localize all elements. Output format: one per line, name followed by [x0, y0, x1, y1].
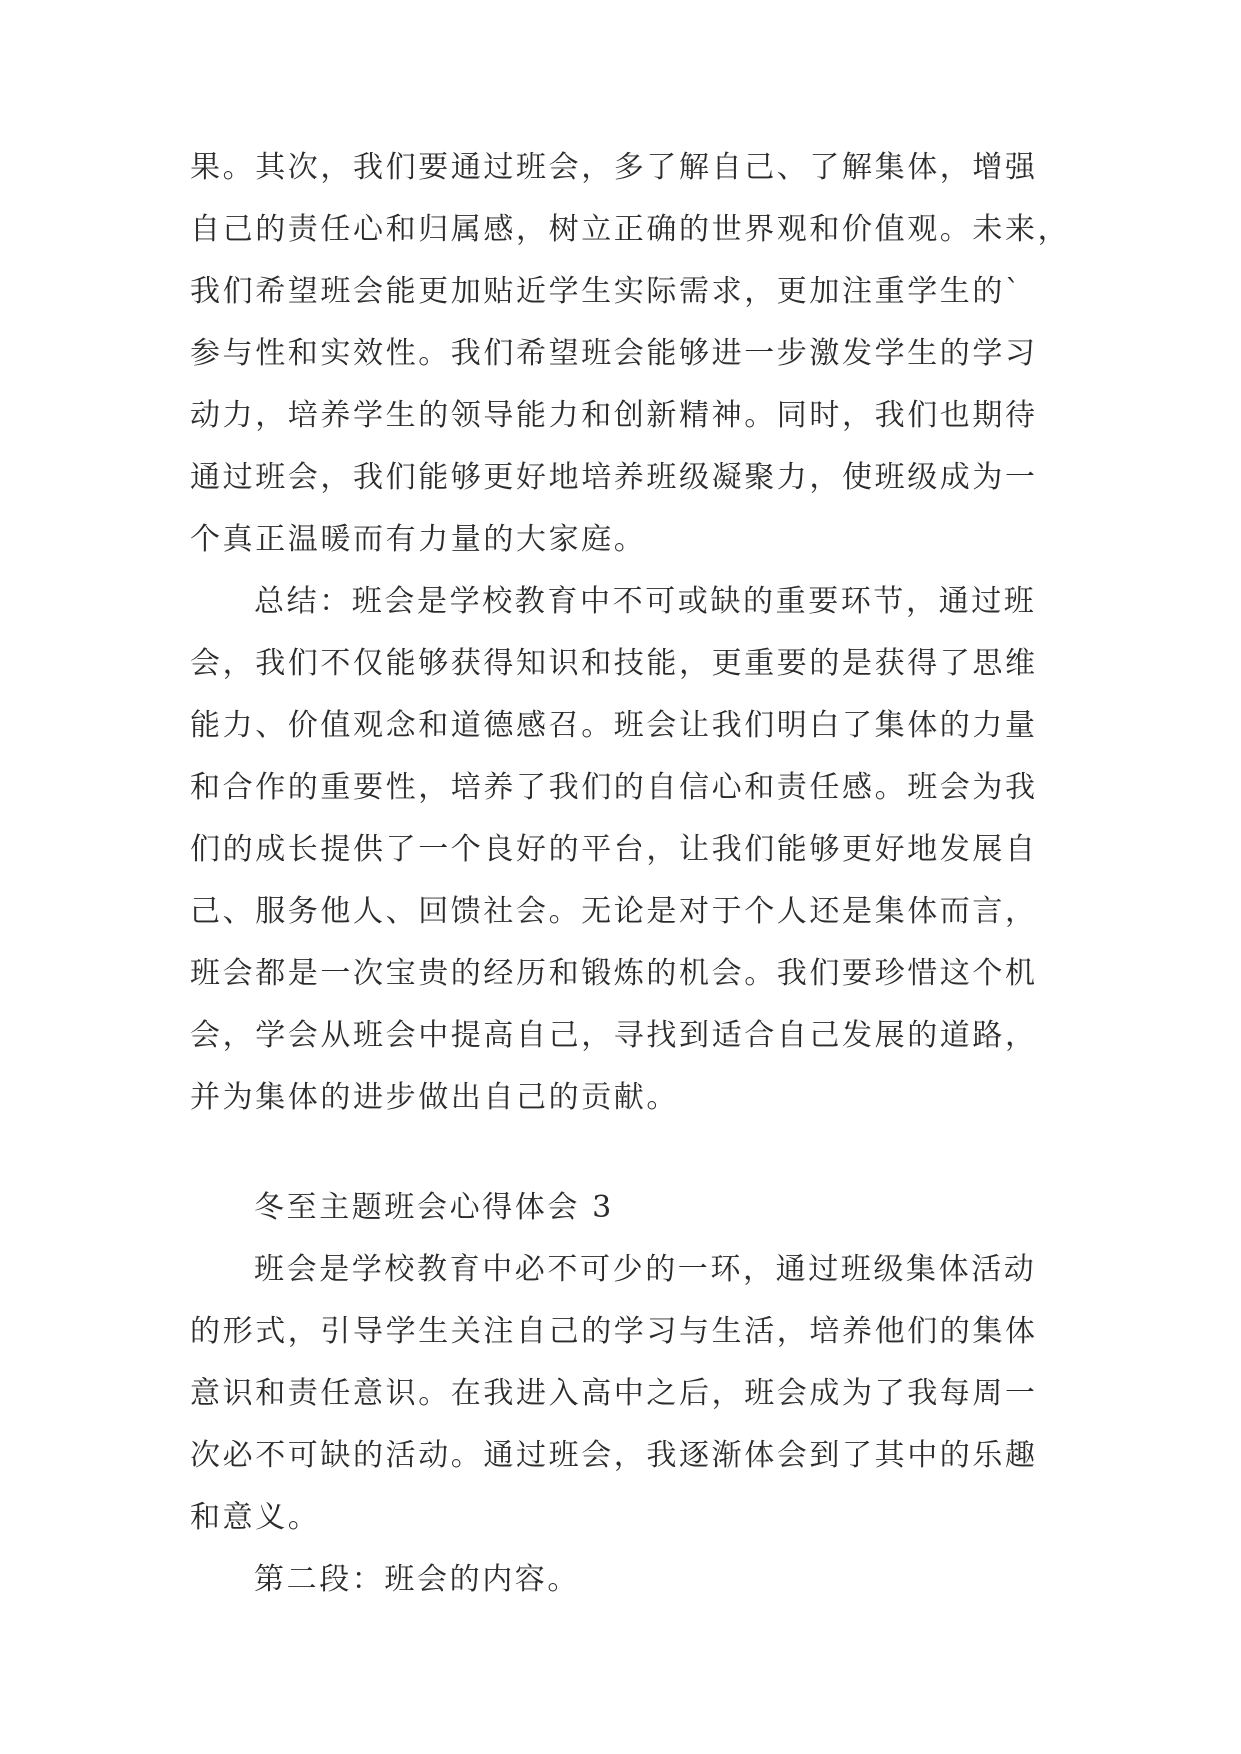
paragraph-line: 会，我们不仅能够获得知识和技能，更重要的是获得了思维 — [190, 646, 1038, 681]
paragraph-line: 意识和责任意识。在我进入高中之后，班会成为了我每周一 — [190, 1376, 1038, 1411]
paragraph-line: 次必不可缺的活动。通过班会，我逐渐体会到了其中的乐趣 — [190, 1438, 1038, 1473]
paragraph-line: 们的成长提供了一个良好的平台，让我们能够更好地发展自 — [190, 832, 1038, 867]
paragraph-line: 会，学会从班会中提高自己，寻找到适合自己发展的道路， — [190, 1018, 1038, 1053]
paragraph-line: 个真正温暖而有力量的大家庭。 — [190, 522, 647, 557]
paragraph-line: 自己的责任心和归属感，树立正确的世界观和价值观。未来， — [190, 212, 1071, 247]
paragraph-line: 能力、价值观念和道德感召。班会让我们明白了集体的力量 — [190, 708, 1038, 743]
paragraph-line: 通过班会，我们能够更好地培养班级凝聚力，使班级成为一 — [190, 460, 1038, 495]
paragraph-line: 班会都是一次宝贵的经历和锻炼的机会。我们要珍惜这个机 — [190, 956, 1038, 991]
paragraph-line: 和合作的重要性，培养了我们的自信心和责任感。班会为我 — [190, 770, 1038, 805]
paragraph-line: 班会是学校教育中必不可少的一环，通过班级集体活动 — [254, 1252, 1037, 1287]
paragraph-line: 并为集体的进步做出自己的贡献。 — [190, 1080, 679, 1115]
paragraph-line: 我们希望班会能更加贴近学生实际需求，更加注重学生的` — [190, 274, 1023, 309]
paragraph-line: 的形式，引导学生关注自己的学习与生活，培养他们的集体 — [190, 1314, 1038, 1349]
section-heading: 第二段：班会的内容。 — [254, 1562, 580, 1597]
paragraph-line: 动力，培养学生的领导能力和创新精神。同时，我们也期待 — [190, 398, 1038, 433]
paragraph-line: 己、服务他人、回馈社会。无论是对于个人还是集体而言， — [190, 894, 1038, 929]
section-title: 冬至主题班会心得体会 3 — [254, 1190, 614, 1225]
paragraph-line: 参与性和实效性。我们希望班会能够进一步激发学生的学习 — [190, 336, 1038, 371]
paragraph-line: 总结：班会是学校教育中不可或缺的重要环节，通过班 — [254, 584, 1037, 619]
paragraph-line: 果。其次，我们要通过班会，多了解自己、了解集体，增强 — [190, 150, 1038, 185]
paragraph-line: 和意义。 — [190, 1500, 321, 1535]
